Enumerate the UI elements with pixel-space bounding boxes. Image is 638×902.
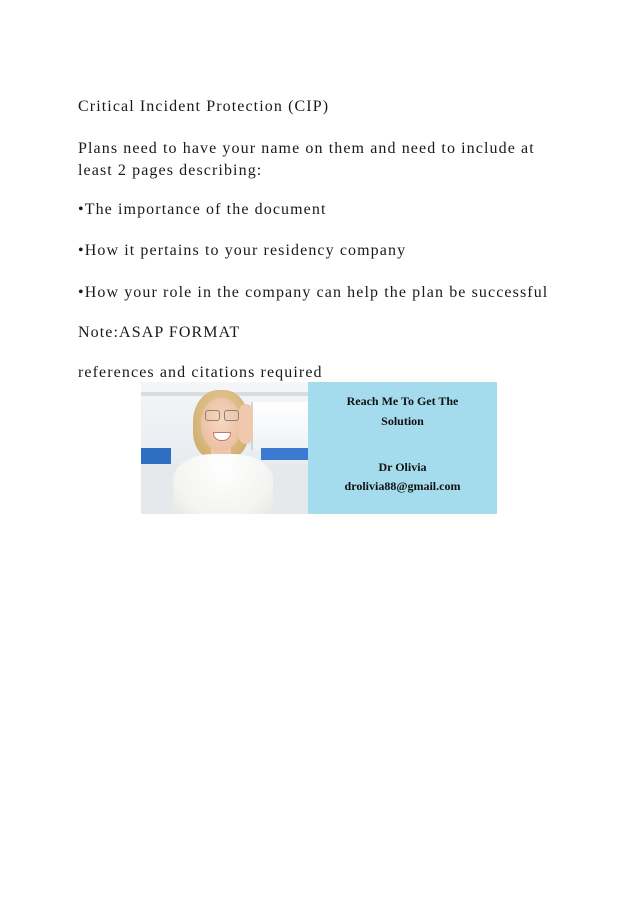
contact-banner[interactable] (141, 382, 497, 514)
glasses-icon (205, 410, 220, 421)
banner-email[interactable]: drolivia88@gmail.com (344, 479, 461, 493)
bullet-role: •How your role in the company can help the plan be successful (78, 284, 549, 301)
references-line: references and citations required (78, 364, 323, 381)
banner-heading-line-1: Reach Me To Get The (346, 394, 459, 408)
intro-line-1: Plans need to have your name on them and need to include at (78, 140, 535, 157)
intro-line-2: least 2 pages describing: (78, 162, 263, 179)
note-line: Note:ASAP FORMAT (78, 324, 241, 341)
banner-heading-line-2: Solution (381, 414, 424, 428)
contact-info-panel (308, 382, 497, 514)
woman-photo (141, 382, 308, 514)
document-title: Critical Incident Protection (CIP) (78, 98, 330, 115)
bullet-importance: •The importance of the document (78, 201, 327, 218)
bullet-residency: •How it pertains to your residency company (78, 242, 407, 259)
banner-name: Dr Olivia (378, 460, 427, 474)
